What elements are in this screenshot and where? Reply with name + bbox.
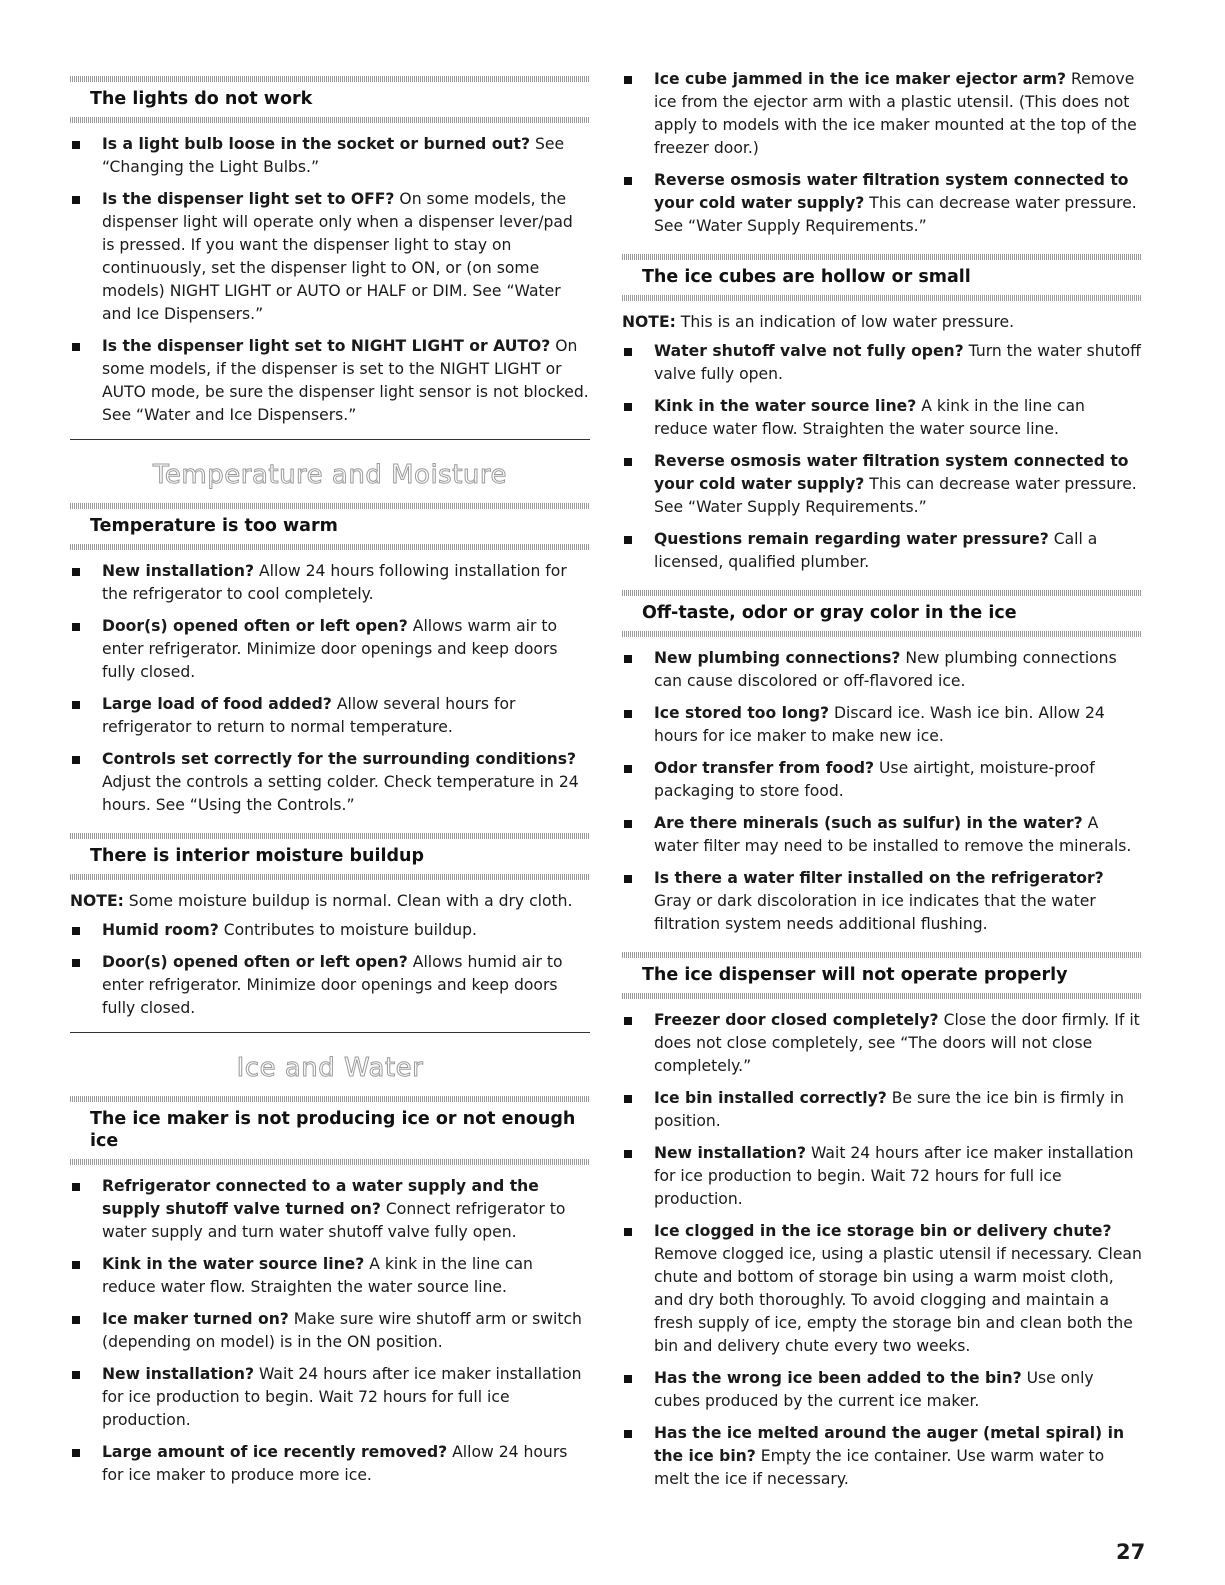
bullet-icon (624, 820, 632, 828)
bullet-icon (72, 1183, 80, 1191)
page-number: 27 (1116, 1540, 1146, 1564)
answer-text: Allow several hours for refrigerator to return to normal temperature. (102, 695, 516, 736)
subsection-title: Temperature is too warm (90, 516, 338, 536)
bullet-icon (72, 1449, 80, 1457)
note-text: Some moisture buildup is normal. Clean with a dry cloth. (123, 892, 573, 910)
question-text: Ice bin installed correctly? (654, 1089, 887, 1107)
question-text: Large load of food added? (102, 695, 332, 713)
answer-text: Contributes to moisture buildup. (218, 921, 477, 939)
subsection-hollow-cubes (622, 248, 1142, 574)
list-item (622, 702, 1142, 748)
subsection-head (622, 584, 1142, 637)
list-item (70, 1441, 590, 1487)
question-text: Reverse osmosis water filtration system connected to your cold water supply? (654, 452, 1129, 493)
list-item (70, 133, 590, 179)
bullet-icon (72, 343, 80, 351)
question-text: Questions remain regarding water pressure? (654, 530, 1049, 548)
list-item (70, 1253, 590, 1299)
question-text: Freezer door closed completely? (654, 1011, 939, 1029)
question-text: Reverse osmosis water filtration system connected to your cold water supply? (654, 171, 1129, 212)
bullet-icon (624, 1430, 632, 1438)
subsection-title: Off-taste, odor or gray color in the ice (642, 603, 1017, 623)
list-item (622, 1220, 1142, 1358)
answer-text: Allows humid air to enter refrigerator. Minimize door openings and keep doors fully closed. (102, 953, 563, 1017)
question-text: Ice stored too long? (654, 704, 830, 722)
bullet-icon (72, 141, 80, 149)
question-text: Is a light bulb loose in the socket or burned out? (102, 135, 531, 153)
list-item (622, 867, 1142, 936)
bullet-icon (72, 1371, 80, 1379)
subsection-lights (70, 70, 590, 427)
answer-text: On some models, if the dispenser is set to the NIGHT LIGHT or AUTO mode, be sure the dispenser light sensor is not blocked. See “Water and Ice Dispensers.” (102, 337, 589, 424)
note (70, 890, 590, 913)
subsection-head (622, 946, 1142, 999)
answer-text: Discard ice. Wash ice bin. Allow 24 hours for ice maker to make new ice. (654, 704, 1105, 745)
question-text: Has the wrong ice been added to the bin? (654, 1369, 1022, 1387)
list-item (70, 1363, 590, 1432)
bullet-icon (624, 875, 632, 883)
question-text: New installation? (654, 1144, 807, 1162)
list-item (70, 560, 590, 606)
subsection-head (70, 1096, 590, 1165)
bullet-icon (624, 765, 632, 773)
subsection-title: The lights do not work (90, 89, 313, 109)
answer-text: Close the door firmly. If it does not close completely, see “The doors will not close completely.” (654, 1011, 1140, 1075)
answer-text: Allow 24 hours following installation for the refrigerator to cool completely. (102, 562, 567, 603)
bullet-icon (72, 701, 80, 709)
question-text: Ice maker turned on? (102, 1310, 289, 1328)
question-text: Ice cube jammed in the ice maker ejector arm? (654, 70, 1067, 88)
bullet-icon (72, 756, 80, 764)
answer-text: Use airtight, moisture-proof packaging to store food. (654, 759, 1095, 800)
list-item (70, 748, 590, 817)
bullet-icon (624, 1150, 632, 1158)
list-item (622, 1142, 1142, 1211)
list-item (622, 450, 1142, 519)
list-item (70, 919, 590, 942)
subsection-continued (622, 68, 1142, 238)
subsection-title: The ice dispenser will not operate properly (642, 965, 1068, 985)
bullet-icon (72, 1261, 80, 1269)
question-text: Door(s) opened often or left open? (102, 953, 408, 971)
subsection-head (70, 503, 590, 550)
list-item (70, 188, 590, 326)
question-text: Large amount of ice recently removed? (102, 1443, 448, 1461)
answer-text: Call a licensed, qualified plumber. (654, 530, 1098, 571)
question-text: Kink in the water source line? (102, 1255, 365, 1273)
answer-text: A water filter may need to be installed to remove the minerals. (654, 814, 1132, 855)
note-label: NOTE: (622, 313, 676, 331)
section-heading-temperature: Temperature and Moisture (152, 460, 508, 490)
list-item (622, 812, 1142, 858)
bullet-icon (624, 655, 632, 663)
bullet-icon (72, 623, 80, 631)
subsection-moisture (70, 827, 590, 1020)
section-heading-ice-water: Ice and Water (236, 1053, 424, 1083)
answer-text: Make sure wire shutoff arm or switch (depending on model) is in the ON position. (102, 1310, 582, 1351)
answer-text: Wait 24 hours after ice maker installation for ice production to begin. Wait 72 hours for full ice production. (102, 1365, 582, 1429)
bullet-icon (72, 927, 80, 935)
answer-text: On some models, the dispenser light will operate only when a dispenser lever/pad is pressed. If you want the dispenser light to stay on continuously, set the dispenser light to ON, or (on some models) NIGHT LIGHT or AUTO or HALF or DIM. See “Water and Ice Dispensers.” (102, 190, 573, 323)
question-text: Has the ice melted around the auger (metal spiral) in the ice bin? (654, 1424, 1125, 1465)
answer-text: Wait 24 hours after ice maker installation for ice production to begin. Wait 72 hours for full ice production. (654, 1144, 1134, 1208)
list-item (622, 68, 1142, 160)
list-item (622, 1009, 1142, 1078)
bullet-icon (72, 959, 80, 967)
note-text: This is an indication of low water pressure. (675, 313, 1015, 331)
bullet-icon (624, 76, 632, 84)
list-item (70, 1175, 590, 1244)
right-column (622, 68, 1142, 1501)
subsection-head (70, 827, 590, 880)
bullet-icon (624, 536, 632, 544)
bullet-icon (624, 1375, 632, 1383)
list-item (622, 528, 1142, 574)
answer-text: Turn the water shutoff valve fully open. (654, 342, 1141, 383)
answer-text: Allows warm air to enter refrigerator. Minimize door openings and keep doors fully closed. (102, 617, 558, 681)
question-text: Is the dispenser light set to OFF? (102, 190, 395, 208)
list-item (70, 335, 590, 427)
question-text: Door(s) opened often or left open? (102, 617, 408, 635)
answer-text: New plumbing connections can cause discolored or off-flavored ice. (654, 649, 1117, 690)
list-item (622, 1087, 1142, 1133)
answer-text: This can decrease water pressure. See “Water Supply Requirements.” (654, 475, 1137, 516)
bullet-icon (624, 177, 632, 185)
question-text: New installation? (102, 562, 255, 580)
list-item (70, 951, 590, 1020)
answer-text: Remove clogged ice, using a plastic utensil if necessary. Clean chute and bottom of storage bin using a warm moist cloth, and dry both thoroughly. To avoid clogging and maintain a fresh supply of ice, empty the storage bin and clean both the bin and delivery chute every two weeks. (654, 1245, 1142, 1355)
answer-text: Allow 24 hours for ice maker to produce more ice. (102, 1443, 568, 1484)
question-text: Is the dispenser light set to NIGHT LIGHT or AUTO? (102, 337, 551, 355)
subsection-title: The ice maker is not producing ice or not enough ice (90, 1109, 576, 1151)
answer-text: A kink in the line can reduce water flow. Straighten the water source line. (654, 397, 1085, 438)
list-item (622, 1422, 1142, 1491)
list-item (622, 340, 1142, 386)
answer-text: A kink in the line can reduce water flow. Straighten the water source line. (102, 1255, 533, 1296)
subsection-temperature-warm (70, 503, 590, 817)
answer-text: This can decrease water pressure. See “Water Supply Requirements.” (654, 194, 1137, 235)
answer-text: Adjust the controls a setting colder. Check temperature in 24 hours. See “Using the Controls.” (102, 773, 579, 814)
answer-text: Empty the ice container. Use warm water to melt the ice if necessary. (654, 1447, 1105, 1488)
list-item (70, 693, 590, 739)
list-item (622, 1367, 1142, 1413)
bullet-icon (72, 196, 80, 204)
bullet-icon (624, 710, 632, 718)
subsection-head (70, 70, 590, 123)
subsection-ice-dispenser (622, 946, 1142, 1491)
bullet-icon (624, 403, 632, 411)
note (622, 311, 1142, 334)
question-text: Ice clogged in the ice storage bin or delivery chute? (654, 1222, 1112, 1240)
question-text: Water shutoff valve not fully open? (654, 342, 964, 360)
list-item (622, 169, 1142, 238)
question-text: New installation? (102, 1365, 255, 1383)
subsection-ice-not-producing (70, 1096, 590, 1487)
question-text: Are there minerals (such as sulfur) in the water? (654, 814, 1083, 832)
list-item (70, 615, 590, 684)
answer-text: Gray or dark discoloration in ice indicates that the water filtration system needs additional flushing. (654, 892, 1096, 933)
answer-text: Connect refrigerator to water supply and turn water shutoff valve fully open. (102, 1200, 566, 1241)
bullet-icon (624, 1228, 632, 1236)
subsection-title: There is interior moisture buildup (90, 846, 425, 866)
list-item (622, 647, 1142, 693)
answer-text: Be sure the ice bin is firmly in position. (654, 1089, 1125, 1130)
question-text: Is there a water filter installed on the refrigerator? (654, 869, 1104, 887)
subsection-head (622, 248, 1142, 301)
question-text: Odor transfer from food? (654, 759, 875, 777)
question-text: Controls set correctly for the surrounding conditions? (102, 750, 577, 768)
bullet-icon (624, 458, 632, 466)
answer-text: Use only cubes produced by the current ice maker. (654, 1369, 1094, 1410)
subsection-off-taste (622, 584, 1142, 936)
bullet-icon (624, 1017, 632, 1025)
left-column (70, 70, 590, 1497)
list-item (70, 1308, 590, 1354)
list-item (622, 757, 1142, 803)
question-text: Refrigerator connected to a water supply and the supply shutoff valve turned on? (102, 1177, 539, 1218)
question-text: Kink in the water source line? (654, 397, 917, 415)
subsection-title: The ice cubes are hollow or small (642, 267, 971, 287)
bullet-icon (624, 1095, 632, 1103)
note-label: NOTE: (70, 892, 124, 910)
answer-text: See “Changing the Light Bulbs.” (102, 135, 565, 176)
question-text: New plumbing connections? (654, 649, 901, 667)
bullet-icon (72, 1316, 80, 1324)
bullet-icon (624, 348, 632, 356)
bullet-icon (72, 568, 80, 576)
answer-text: Remove ice from the ejector arm with a plastic utensil. (This does not apply to models with the ice maker mounted at the top of the freezer door.) (654, 70, 1137, 157)
question-text: Humid room? (102, 921, 219, 939)
list-item (622, 395, 1142, 441)
